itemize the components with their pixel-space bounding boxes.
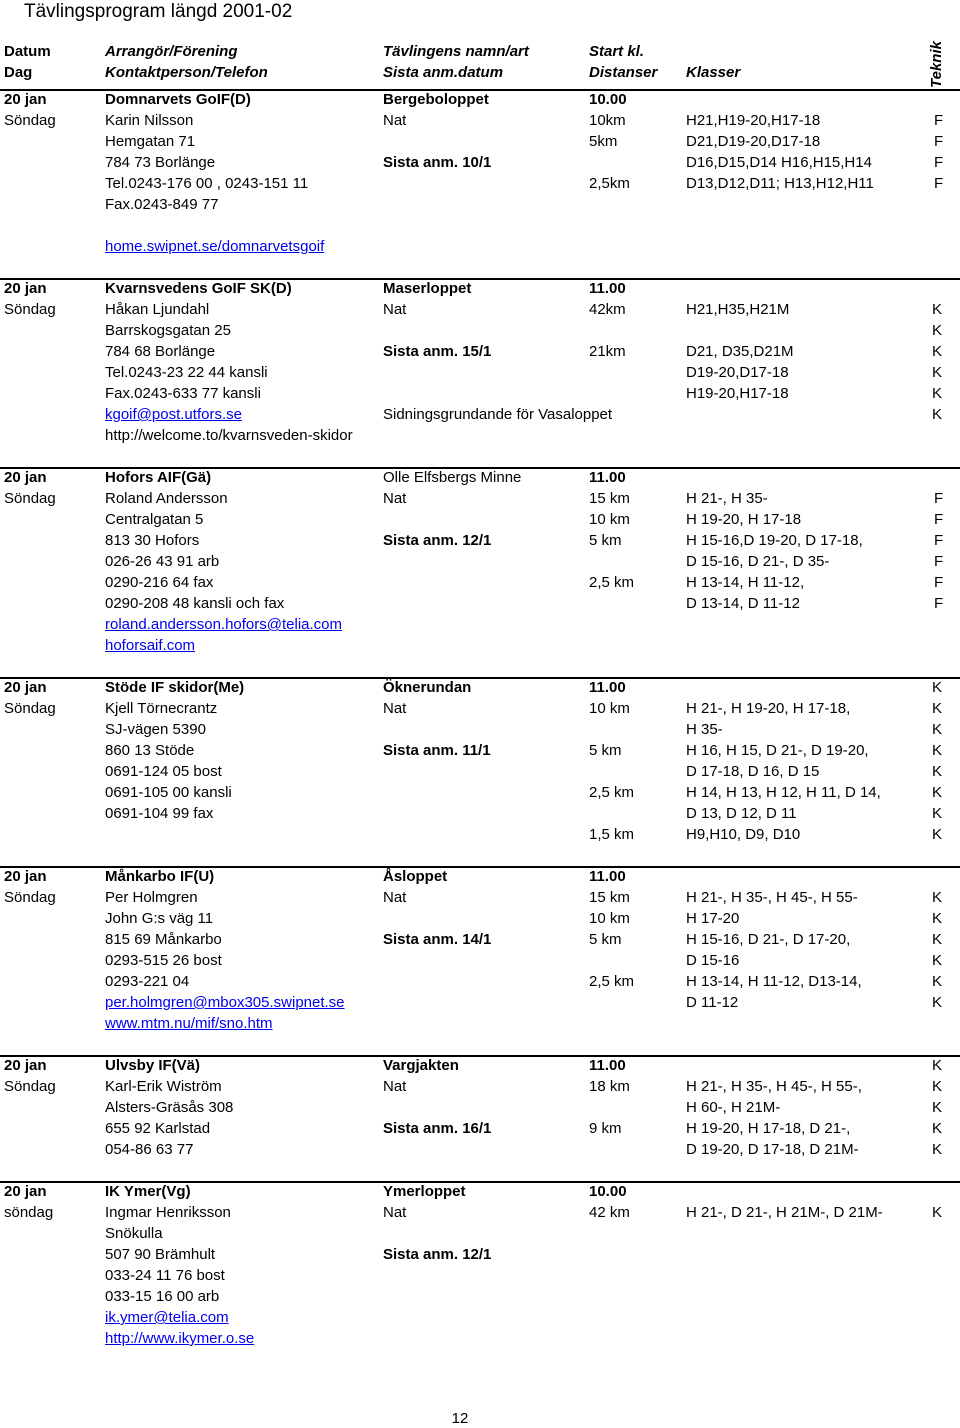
- event-tech: K: [932, 1120, 943, 1137]
- event-distance: 2,5km: [589, 175, 630, 192]
- event-race: Ymerloppet: [383, 1183, 466, 1200]
- event-classes: H21,H35,H21M: [686, 301, 790, 318]
- event-line: 033-15 16 00 arb: [105, 1288, 220, 1305]
- event-tech: K: [932, 406, 943, 423]
- event-classes: H 13-14, H 11-12,: [686, 574, 805, 591]
- event-classes: D 15-16, D 21-, D 35-: [686, 553, 830, 570]
- event-email-link[interactable]: roland.andersson.hofors@telia.com: [105, 616, 343, 633]
- event-tech: K: [932, 931, 943, 948]
- event-classes: D 13, D 12, D 11: [686, 805, 797, 822]
- event-web-link[interactable]: hoforsaif.com: [105, 637, 196, 654]
- event-tech: K: [932, 784, 943, 801]
- event-classes: D 13-14, D 11-12: [686, 595, 800, 612]
- event-line: 0290-208 48 kansli och fax: [105, 595, 285, 612]
- event-line: 0293-221 04: [105, 973, 190, 990]
- event-start: 11.00: [589, 679, 626, 696]
- event-tech: K: [932, 805, 943, 822]
- event-tech: K: [932, 385, 943, 402]
- event-tech: F: [934, 133, 944, 150]
- event-postal: 784 73 Borlänge: [105, 154, 216, 171]
- event-line: 033-24 11 76 bost: [105, 1267, 225, 1284]
- event-classes: H19-20,H17-18: [686, 385, 789, 402]
- event-web-link[interactable]: http://www.ikymer.o.se: [105, 1330, 255, 1347]
- event-race: Maserloppet: [383, 280, 472, 297]
- event-tech: K: [932, 700, 943, 717]
- event-web-link[interactable]: www.mtm.nu/mif/sno.htm: [105, 1015, 273, 1032]
- event-classes: H 35-: [686, 721, 723, 738]
- event-tech: F: [934, 511, 944, 528]
- event-race: Vargjakten: [383, 1057, 459, 1074]
- event-classes: D 15-16: [686, 952, 740, 969]
- event-distance: 10 km: [589, 910, 630, 927]
- event-line: 0290-216 64 fax: [105, 574, 214, 591]
- event-distance: 42 km: [589, 1204, 630, 1221]
- event-distance: 1,5 km: [589, 826, 635, 843]
- event-classes: H 21-, H 35-, H 45-, H 55-,: [686, 1078, 862, 1095]
- event-tech: K: [932, 1099, 943, 1116]
- event-line: 0691-105 00 kansli: [105, 784, 232, 801]
- event-classes: H 15-16, D 21-, D 17-20,: [686, 931, 851, 948]
- event-date: 20 jan: [4, 868, 47, 885]
- event-distance: 10 km: [589, 700, 630, 717]
- event-distance: 5 km: [589, 532, 622, 549]
- event-deadline: Sista anm. 14/1: [383, 931, 492, 948]
- event-tech: K: [932, 301, 943, 318]
- event-classes: H 19-20, H 17-18, D 21-,: [686, 1120, 851, 1137]
- event-classes: D16,D15,D14 H16,H15,H14: [686, 154, 872, 171]
- event-email-link[interactable]: per.holmgren@mbox305.swipnet.se: [105, 994, 345, 1011]
- event-email-link[interactable]: kgoif@post.utfors.se: [105, 406, 242, 423]
- event-tech: K: [932, 721, 943, 738]
- event-date: 20 jan: [4, 1057, 47, 1074]
- event-type: Nat: [383, 1078, 407, 1095]
- event-classes: D 19-20, D 17-18, D 21M-: [686, 1141, 859, 1158]
- event-classes: D 11-12: [686, 994, 739, 1011]
- event-contact: Kjell Törnecrantz: [105, 700, 218, 717]
- event-date: 20 jan: [4, 1183, 47, 1200]
- event-classes: H 21-, D 21-, H 21M-, D 21M-: [686, 1204, 883, 1221]
- event-tech: K: [932, 742, 943, 759]
- event-line: 0293-515 26 bost: [105, 952, 222, 969]
- event-line: 815 69 Månkarbo: [105, 931, 222, 948]
- event-tech: F: [934, 574, 944, 591]
- header-dag: Dag: [4, 64, 33, 81]
- event-deadline: Sista anm. 12/1: [383, 532, 492, 549]
- event-tech: K: [932, 763, 943, 780]
- event-tech: K: [932, 952, 943, 969]
- event-day: Söndag: [4, 1078, 56, 1095]
- event-classes: H 21-, H 35-, H 45-, H 55-: [686, 889, 858, 906]
- event-distance: 10km: [589, 112, 626, 129]
- event-line: 655 92 Karlstad: [105, 1120, 211, 1137]
- event-race: Olle Elfsbergs Minne: [383, 469, 522, 486]
- event-classes: H 14, H 13, H 12, H 11, D 14,: [686, 784, 881, 801]
- event-contact: Karin Nilsson: [105, 112, 194, 129]
- event-tech: K: [932, 1141, 943, 1158]
- header-kontakt: Kontaktperson/Telefon: [105, 64, 268, 81]
- event-distance: 5 km: [589, 742, 622, 759]
- event-date: 20 jan: [4, 280, 47, 297]
- event-day: Söndag: [4, 889, 56, 906]
- event-address: Hemgatan 71: [105, 133, 196, 150]
- event-fax: Fax.0243-849 77: [105, 196, 219, 213]
- event-deadline: Sista anm. 12/1: [383, 1246, 492, 1263]
- event-tech: K: [932, 322, 943, 339]
- event-contact: Håkan Ljundahl: [105, 301, 210, 318]
- event-start: 11.00: [589, 868, 626, 885]
- event-tech: F: [934, 490, 944, 507]
- event-phone: Tel.0243-23 22 44 kansli: [105, 364, 268, 381]
- event-tech: K: [932, 364, 943, 381]
- event-tech: F: [934, 112, 944, 129]
- event-deadline: Sista anm. 11/1: [383, 742, 491, 759]
- event-tech: K: [932, 1204, 943, 1221]
- header-datum: Datum: [4, 43, 51, 60]
- event-day: Söndag: [4, 112, 56, 129]
- event-type: Nat: [383, 700, 407, 717]
- event-distance: 21km: [589, 343, 626, 360]
- event-club: Månkarbo IF(U): [105, 868, 215, 885]
- event-classes: D 17-18, D 16, D 15: [686, 763, 820, 780]
- event-fax: Fax.0243-633 77 kansli: [105, 385, 261, 402]
- event-club: IK Ymer(Vg): [105, 1183, 191, 1200]
- event-classes: H 21-, H 19-20, H 17-18,: [686, 700, 851, 717]
- event-distance: 18 km: [589, 1078, 630, 1095]
- header-distanser: Distanser: [589, 64, 658, 81]
- event-day: Söndag: [4, 490, 56, 507]
- event-tech: K: [932, 826, 943, 843]
- event-contact: Per Holmgren: [105, 889, 198, 906]
- event-classes: H 21-, H 35-: [686, 490, 768, 507]
- event-type: Nat: [383, 1204, 407, 1221]
- event-tech: K: [932, 910, 943, 927]
- event-contact: Karl-Erik Wiström: [105, 1078, 222, 1095]
- event-distance: 2,5 km: [589, 784, 635, 801]
- event-line: 813 30 Hofors: [105, 532, 200, 549]
- event-contact: Ingmar Henriksson: [105, 1204, 231, 1221]
- event-type: Nat: [383, 889, 407, 906]
- header-teknik: Teknik: [928, 41, 945, 88]
- event-line: 0691-124 05 bost: [105, 763, 222, 780]
- event-deadline: Sista anm. 10/1: [383, 154, 492, 171]
- event-classes: D21, D35,D21M: [686, 343, 794, 360]
- event-address: Barrskogsgatan 25: [105, 322, 231, 339]
- event-distance: 2,5 km: [589, 574, 635, 591]
- event-deadline: Sista anm. 16/1: [383, 1120, 492, 1137]
- event-classes: H 16, H 15, D 21-, D 19-20,: [686, 742, 869, 759]
- event-postal: 784 68 Borlänge: [105, 343, 216, 360]
- event-line: 860 13 Stöde: [105, 742, 195, 759]
- event-tech: F: [934, 532, 944, 549]
- event-line: Centralgatan 5: [105, 511, 204, 528]
- event-phone: Tel.0243-176 00 , 0243-151 11: [105, 175, 309, 192]
- event-line: SJ-vägen 5390: [105, 721, 206, 738]
- event-date: 20 jan: [4, 469, 47, 486]
- event-email-link[interactable]: ik.ymer@telia.com: [105, 1309, 229, 1326]
- event-contact: Roland Andersson: [105, 490, 228, 507]
- event-classes: H 17-20: [686, 910, 740, 927]
- event-line: 054-86 63 77: [105, 1141, 194, 1158]
- event-start: 11.00: [589, 280, 626, 297]
- event-classes: D19-20,D17-18: [686, 364, 789, 381]
- event-classes: H 60-, H 21M-: [686, 1099, 781, 1116]
- event-tech: K: [932, 343, 943, 360]
- event-race: Bergeboloppet: [383, 91, 489, 108]
- event-start: 11.00: [589, 469, 626, 486]
- event-club: Domnarvets GoIF(D): [105, 91, 251, 108]
- event-classes: H21,H19-20,H17-18: [686, 112, 821, 129]
- event-classes: H9,H10, D9, D10: [686, 826, 801, 843]
- event-date: 20 jan: [4, 91, 47, 108]
- event-distance: 10 km: [589, 511, 630, 528]
- event-race: Åsloppet: [383, 868, 448, 885]
- event-line: Alsters-Gräsås 308: [105, 1099, 234, 1116]
- event-line: 0691-104 99 fax: [105, 805, 214, 822]
- event-line: Snökulla: [105, 1225, 163, 1242]
- event-club: Stöde IF skidor(Me): [105, 679, 245, 696]
- event-type: Nat: [383, 112, 407, 129]
- event-tech: F: [934, 595, 944, 612]
- event-club: Hofors AIF(Gä): [105, 469, 212, 486]
- event-start: 10.00: [589, 1183, 627, 1200]
- event-distance: 2,5 km: [589, 973, 635, 990]
- event-distance: 15 km: [589, 490, 630, 507]
- event-distance: 9 km: [589, 1120, 622, 1137]
- event-classes: D13,D12,D11; H13,H12,H11: [686, 175, 874, 192]
- event-distance: 42km: [589, 301, 626, 318]
- header-klasser: Klasser: [686, 64, 741, 81]
- event-distance: 5km: [589, 133, 618, 150]
- event-start: 10.00: [589, 91, 627, 108]
- event-club: Ulvsby IF(Vä): [105, 1057, 201, 1074]
- page-title: Tävlingsprogram längd 2001-02: [24, 1, 293, 22]
- event-line: 026-26 43 91 arb: [105, 553, 220, 570]
- event-web-link[interactable]: home.swipnet.se/domnarvetsgoif: [105, 238, 325, 255]
- event-classes: H 13-14, H 11-12, D13-14,: [686, 973, 862, 990]
- event-tech: K: [932, 889, 943, 906]
- event-club: Kvarnsvedens GoIF SK(D): [105, 280, 292, 297]
- page-number: 12: [451, 1410, 469, 1427]
- event-tech: K: [932, 994, 943, 1011]
- event-tech: K: [932, 679, 943, 696]
- event-date: 20 jan: [4, 679, 47, 696]
- event-classes: H 15-16,D 19-20, D 17-18,: [686, 532, 863, 549]
- event-tech: K: [932, 973, 943, 990]
- event-tech: K: [932, 1057, 943, 1074]
- event-tech: F: [934, 154, 944, 171]
- event-distance: 15 km: [589, 889, 630, 906]
- event-type: Nat: [383, 490, 407, 507]
- header-tavling: Tävlingens namn/art: [383, 43, 529, 60]
- event-day: Söndag: [4, 700, 56, 717]
- event-day: söndag: [4, 1204, 54, 1221]
- event-classes: H 19-20, H 17-18: [686, 511, 802, 528]
- event-tech: F: [934, 175, 944, 192]
- event-tech: K: [932, 1078, 943, 1095]
- event-type: Nat: [383, 301, 407, 318]
- event-line: 507 90 Brämhult: [105, 1246, 216, 1263]
- event-start: 11.00: [589, 1057, 626, 1074]
- header-arrangor: Arrangör/Förening: [105, 43, 238, 60]
- event-web-link[interactable]: http://welcome.to/kvarnsveden-skidor: [105, 427, 353, 444]
- event-deadline: Sista anm. 15/1: [383, 343, 492, 360]
- event-classes: D21,D19-20,D17-18: [686, 133, 821, 150]
- event-note: Sidningsgrundande för Vasaloppet: [383, 406, 613, 423]
- header-start: Start kl.: [589, 43, 645, 60]
- event-race: Öknerundan: [383, 679, 472, 696]
- header-sista: Sista anm.datum: [383, 64, 504, 81]
- event-day: Söndag: [4, 301, 56, 318]
- event-line: John G:s väg 11: [105, 910, 214, 927]
- event-distance: 5 km: [589, 931, 622, 948]
- event-tech: F: [934, 553, 944, 570]
